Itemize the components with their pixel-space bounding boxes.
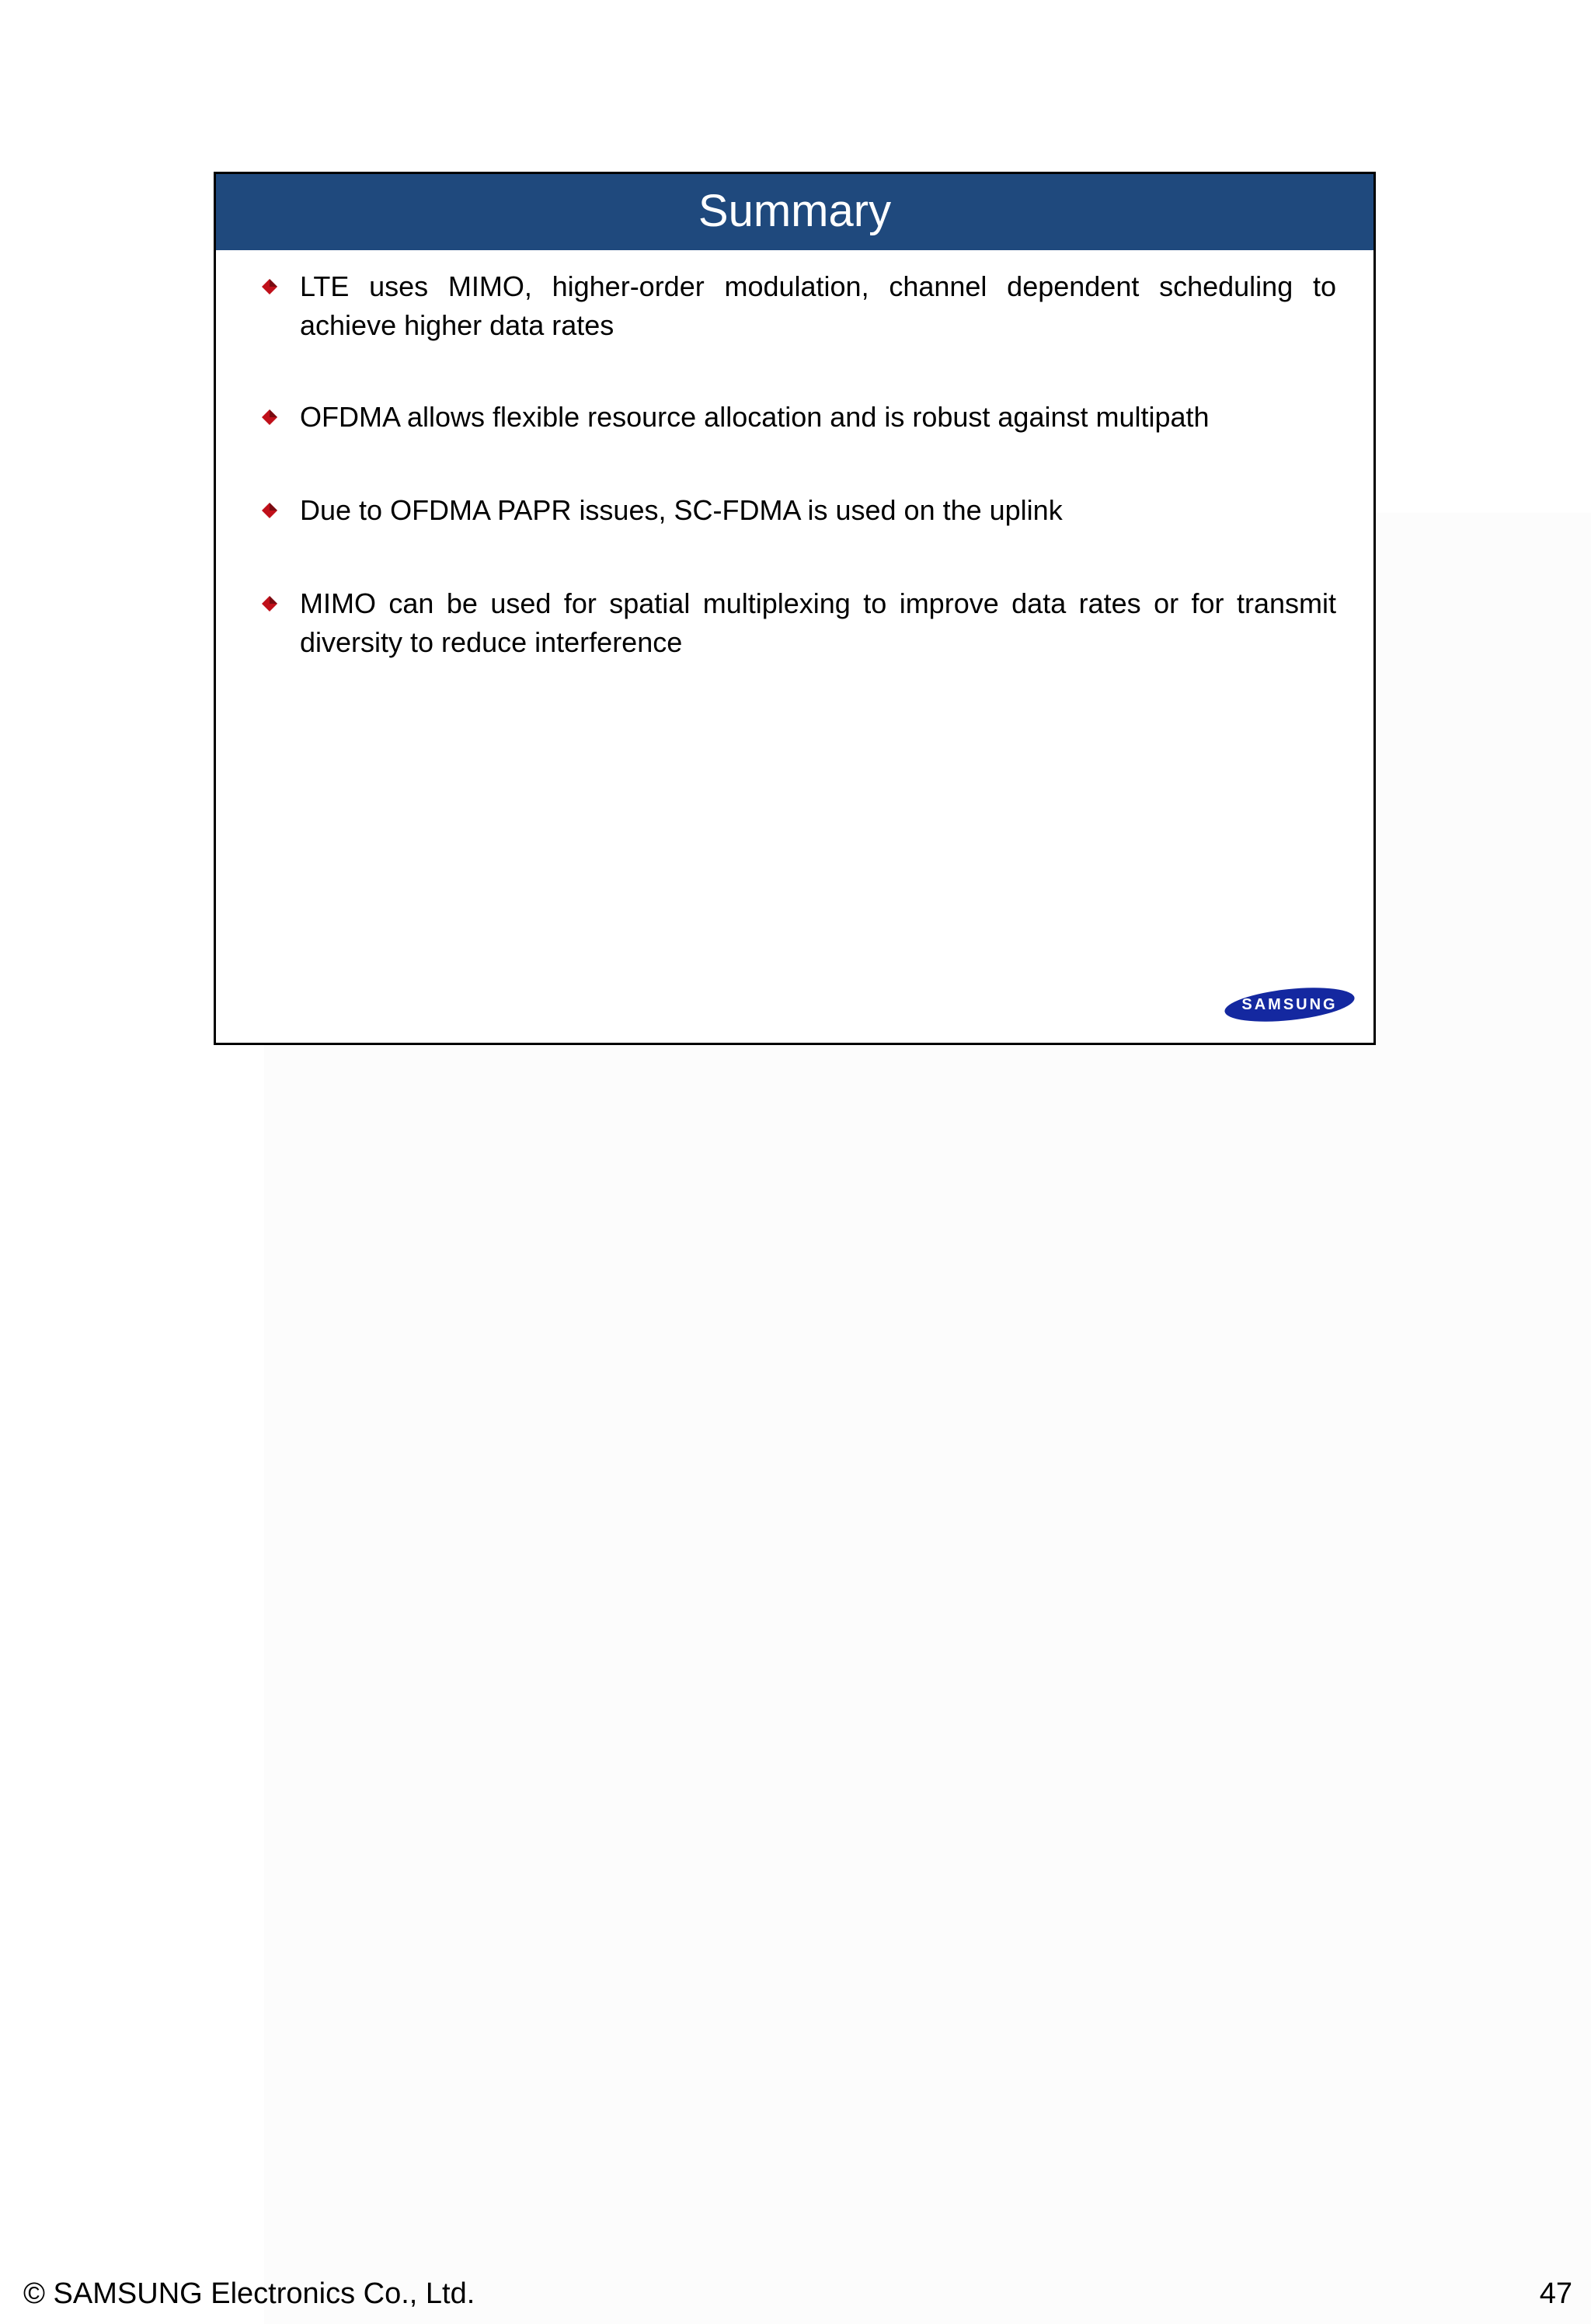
svg-text:SAMSUNG: SAMSUNG: [1241, 996, 1338, 1013]
red-diamond-bullet-icon: [261, 595, 278, 612]
slide-header-bar: [216, 174, 1373, 252]
red-diamond-bullet-icon: [261, 409, 278, 426]
slide-frame: [214, 172, 1376, 1045]
bullet-text: OFDMA allows flexible resource allocation and is robust against multipath: [300, 401, 1210, 433]
bullet-text: MIMO can be used for spatial multiplexing to improve data rates or for transmit diversity to reduce interference: [300, 587, 1336, 658]
slide-title: Summary: [698, 186, 892, 236]
red-diamond-bullet-icon: [261, 278, 278, 295]
footer-copyright: © SAMSUNG Electronics Co., Ltd.: [23, 2277, 475, 2310]
page-number: 47: [1539, 2277, 1572, 2310]
bullet-text: LTE uses MIMO, higher-order modulation, channel dependent scheduling to achieve higher data rates: [300, 270, 1336, 341]
bullet-text: Due to OFDMA PAPR issues, SC-FDMA is used on the uplink: [300, 494, 1063, 526]
samsung-logo: [1224, 985, 1356, 1024]
red-diamond-bullet-icon: [261, 502, 278, 519]
